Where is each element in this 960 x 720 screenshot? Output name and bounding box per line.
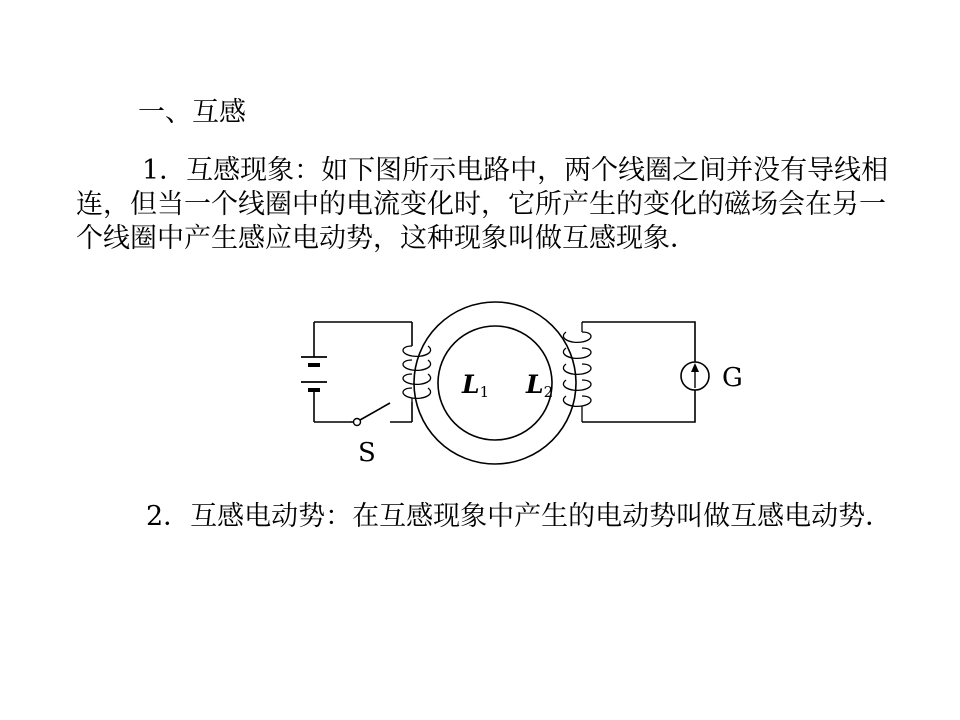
mutual-induction-circuit-diagram bbox=[290, 300, 770, 472]
left-circuit-wires bbox=[314, 322, 412, 422]
coil-1-windings bbox=[403, 346, 431, 402]
switch bbox=[350, 403, 390, 426]
right-circuit-wires bbox=[582, 322, 695, 422]
galvanometer bbox=[681, 362, 709, 390]
section-title: 一、互感 bbox=[138, 97, 246, 128]
galvanometer-label: G bbox=[722, 363, 743, 393]
paragraph-mutual-induction-emf: 2．互感电动势：在互感现象中产生的电动势叫做互感电动势． bbox=[146, 501, 893, 532]
paragraph-mutual-induction-phenomenon: 1．互感现象：如下图所示电路中，两个线圈之间并没有导线相连，但当一个线圈中的电流变化时，它所产生的变化的磁场会在另一个线圈中产生感应电动势，这种现象叫做互感现象． bbox=[76, 155, 889, 254]
coil-1-label: L1 bbox=[462, 370, 490, 401]
coil-2-label: L2 bbox=[526, 370, 554, 401]
coil-2-windings bbox=[563, 322, 591, 422]
switch-label: S bbox=[358, 438, 376, 468]
battery bbox=[301, 357, 327, 390]
